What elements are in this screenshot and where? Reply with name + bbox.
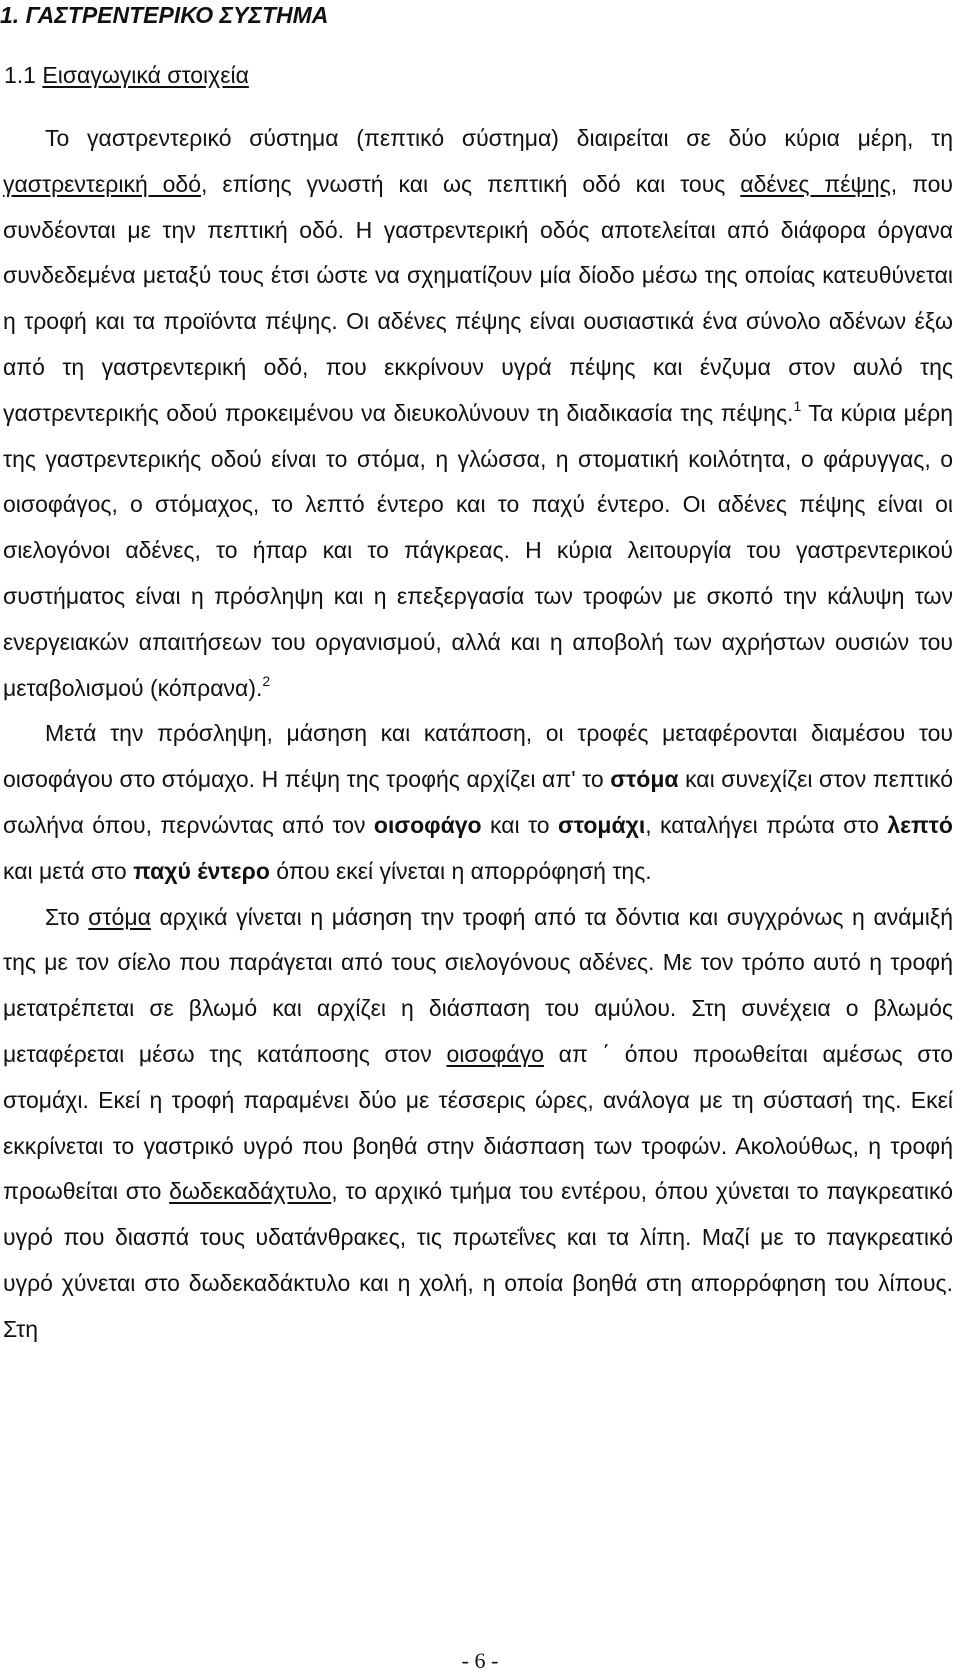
p2-text-6: όπου εκεί γίνεται η απορρόφησή της. (269, 857, 652, 884)
bold-term-stomach: στομάχι (557, 811, 646, 838)
p3-text-2: αρχικά γίνεται η μάσηση την τροφή από τα δόντια και συγχρόνως η ανάμιξή της με τον σίελο που παράγεται από τους σιελογόνους αδένες. Με τον τρόπο αυτό η τροφή μετατρέπεται σε βλωμό και αρχίζει η διάσπαση του αμύλου. Στη συνέχεια ο βλωμός μεταφέρεται μέσω της κατάποσης στον (3, 903, 953, 1067)
chapter-heading: 1. ΓΑΣΤΡΕΝΤΕΡΙΚΟ ΣΥΣΤΗΜΑ (0, 2, 329, 28)
bold-term-esophagus: οισοφάγο (373, 811, 482, 838)
gi-tract-link: γαστρεντερική οδό (3, 170, 202, 197)
paragraph-1 (3, 116, 953, 711)
p2-text-2: και συνεχίζει στον πεπτικό σωλήνα όπου, περνώντας από τον (3, 766, 954, 838)
footnote-ref-2: 2 (262, 672, 271, 689)
p1-text-2: , επίσης γνωστή και ως πεπτική οδό και τους (201, 170, 741, 197)
p3-text-4: , το αρχικό τμήμα του εντέρου, όπου χύνεται το παγκρεατικό υγρό που διασπά τους υδατάνθρακες, τις πρωτεΐνες και τα λίπη. Μαζί με το παγκρεατικό υγρό χύνεται στο δωδεκαδάκτυλο και η χολή, η οποία βοηθά στη απορρόφηση του λίπους. Στη (3, 1178, 953, 1342)
p2-text-3: και το (481, 811, 558, 838)
bold-term-small-intestine: λεπτό (887, 811, 953, 838)
page-number: - 6 - (461, 1648, 499, 1673)
body-text (3, 116, 953, 1353)
mouth-link: στόμα (88, 903, 151, 930)
footnote-ref-1: 1 (793, 397, 802, 414)
p3-text-3: απ ΄ όπου προωθείται αμέσως στο στομάχι. Εκεί η τροφή παραμένει δύο με τέσσερις ώρες, ανάλογα με τη σύστασή της. Εκεί εκκρίνεται το γαστρικό υγρό που βοηθά στην διάσπαση των τροφών. Ακολούθως, η τροφή προωθείται στο (3, 1040, 953, 1205)
p2-text-4: , καταλήγει πρώτα στο (645, 811, 888, 838)
section-heading (4, 62, 249, 89)
p2-text-1: Μετά την πρόσληψη, μάσηση και κατάποση, οι τροφές μεταφέρονται διαμέσου του οισοφάγου στο στόμαχο. Η πέψη της τροφής αρχίζει απ' το (3, 720, 953, 793)
p3-text-1: Στο (45, 903, 89, 930)
paragraph-3 (3, 895, 953, 1353)
section-number: 1.1 (4, 62, 36, 88)
bold-term-mouth: στόμα (610, 766, 679, 793)
p1-text-3: , που συνδέονται με την πεπτική οδό. Η γαστρεντερική οδός αποτελείται από διάφορα όργανα συνδεδεμένα μεταξύ τους έτσι ώστε να σχηματίζουν μία δίοδο μέσω της οποίας κατευθύνεται η τροφή και τα προϊόντα πέψης. Οι αδένες πέψης είναι ουσιαστικά ένα σύνολο αδένων έξω από τη γαστρεντερική οδό, που εκκρίνουν υγρά πέψης και ένζυμα στον αυλό της γαστρεντερικής οδού προκειμένου να διευκολύνουν τη διαδικασία της πέψης. (3, 170, 953, 426)
digestive-glands-link: αδένες πέψης (740, 170, 891, 197)
p1-text-1: Το γαστρεντερικό σύστημα (πεπτικό σύστημα) διαιρείται σε δύο κύρια μέρη, τη (45, 125, 953, 151)
esophagus-link: οισοφάγο (446, 1040, 544, 1067)
paragraph-2 (3, 711, 953, 894)
p1-text-4: Τα κύρια μέρη της γαστρεντερικής οδού είναι το στόμα, η γλώσσα, η στοματική κοιλότητα, ο φάρυγγας, ο οισοφάγος, ο στόμαχος, το λεπτό έντερο και το παχύ έντερο. Οι αδένες πέψης είναι οι σιελογόνοι αδένες, το ήπαρ και το πάγκρεας. Η κύρια λειτουργία του γαστρεντερικού συστήματος είναι η πρόσληψη και η επεξεργασία των τροφών με σκοπό την κάλυψη των ενεργειακών απαιτήσεων του οργανισμού, αλλά και η αποβολή των αχρήστων ουσιών του μεταβολισμού (κόπρανα). (3, 399, 954, 701)
p2-text-5: και μετά στο (3, 857, 134, 884)
bold-term-large-intestine: παχύ έντερο (133, 857, 270, 884)
duodenum-link: δωδεκαδάχτυλο (169, 1178, 332, 1205)
section-title: Εισαγωγικά στοιχεία (42, 62, 249, 88)
